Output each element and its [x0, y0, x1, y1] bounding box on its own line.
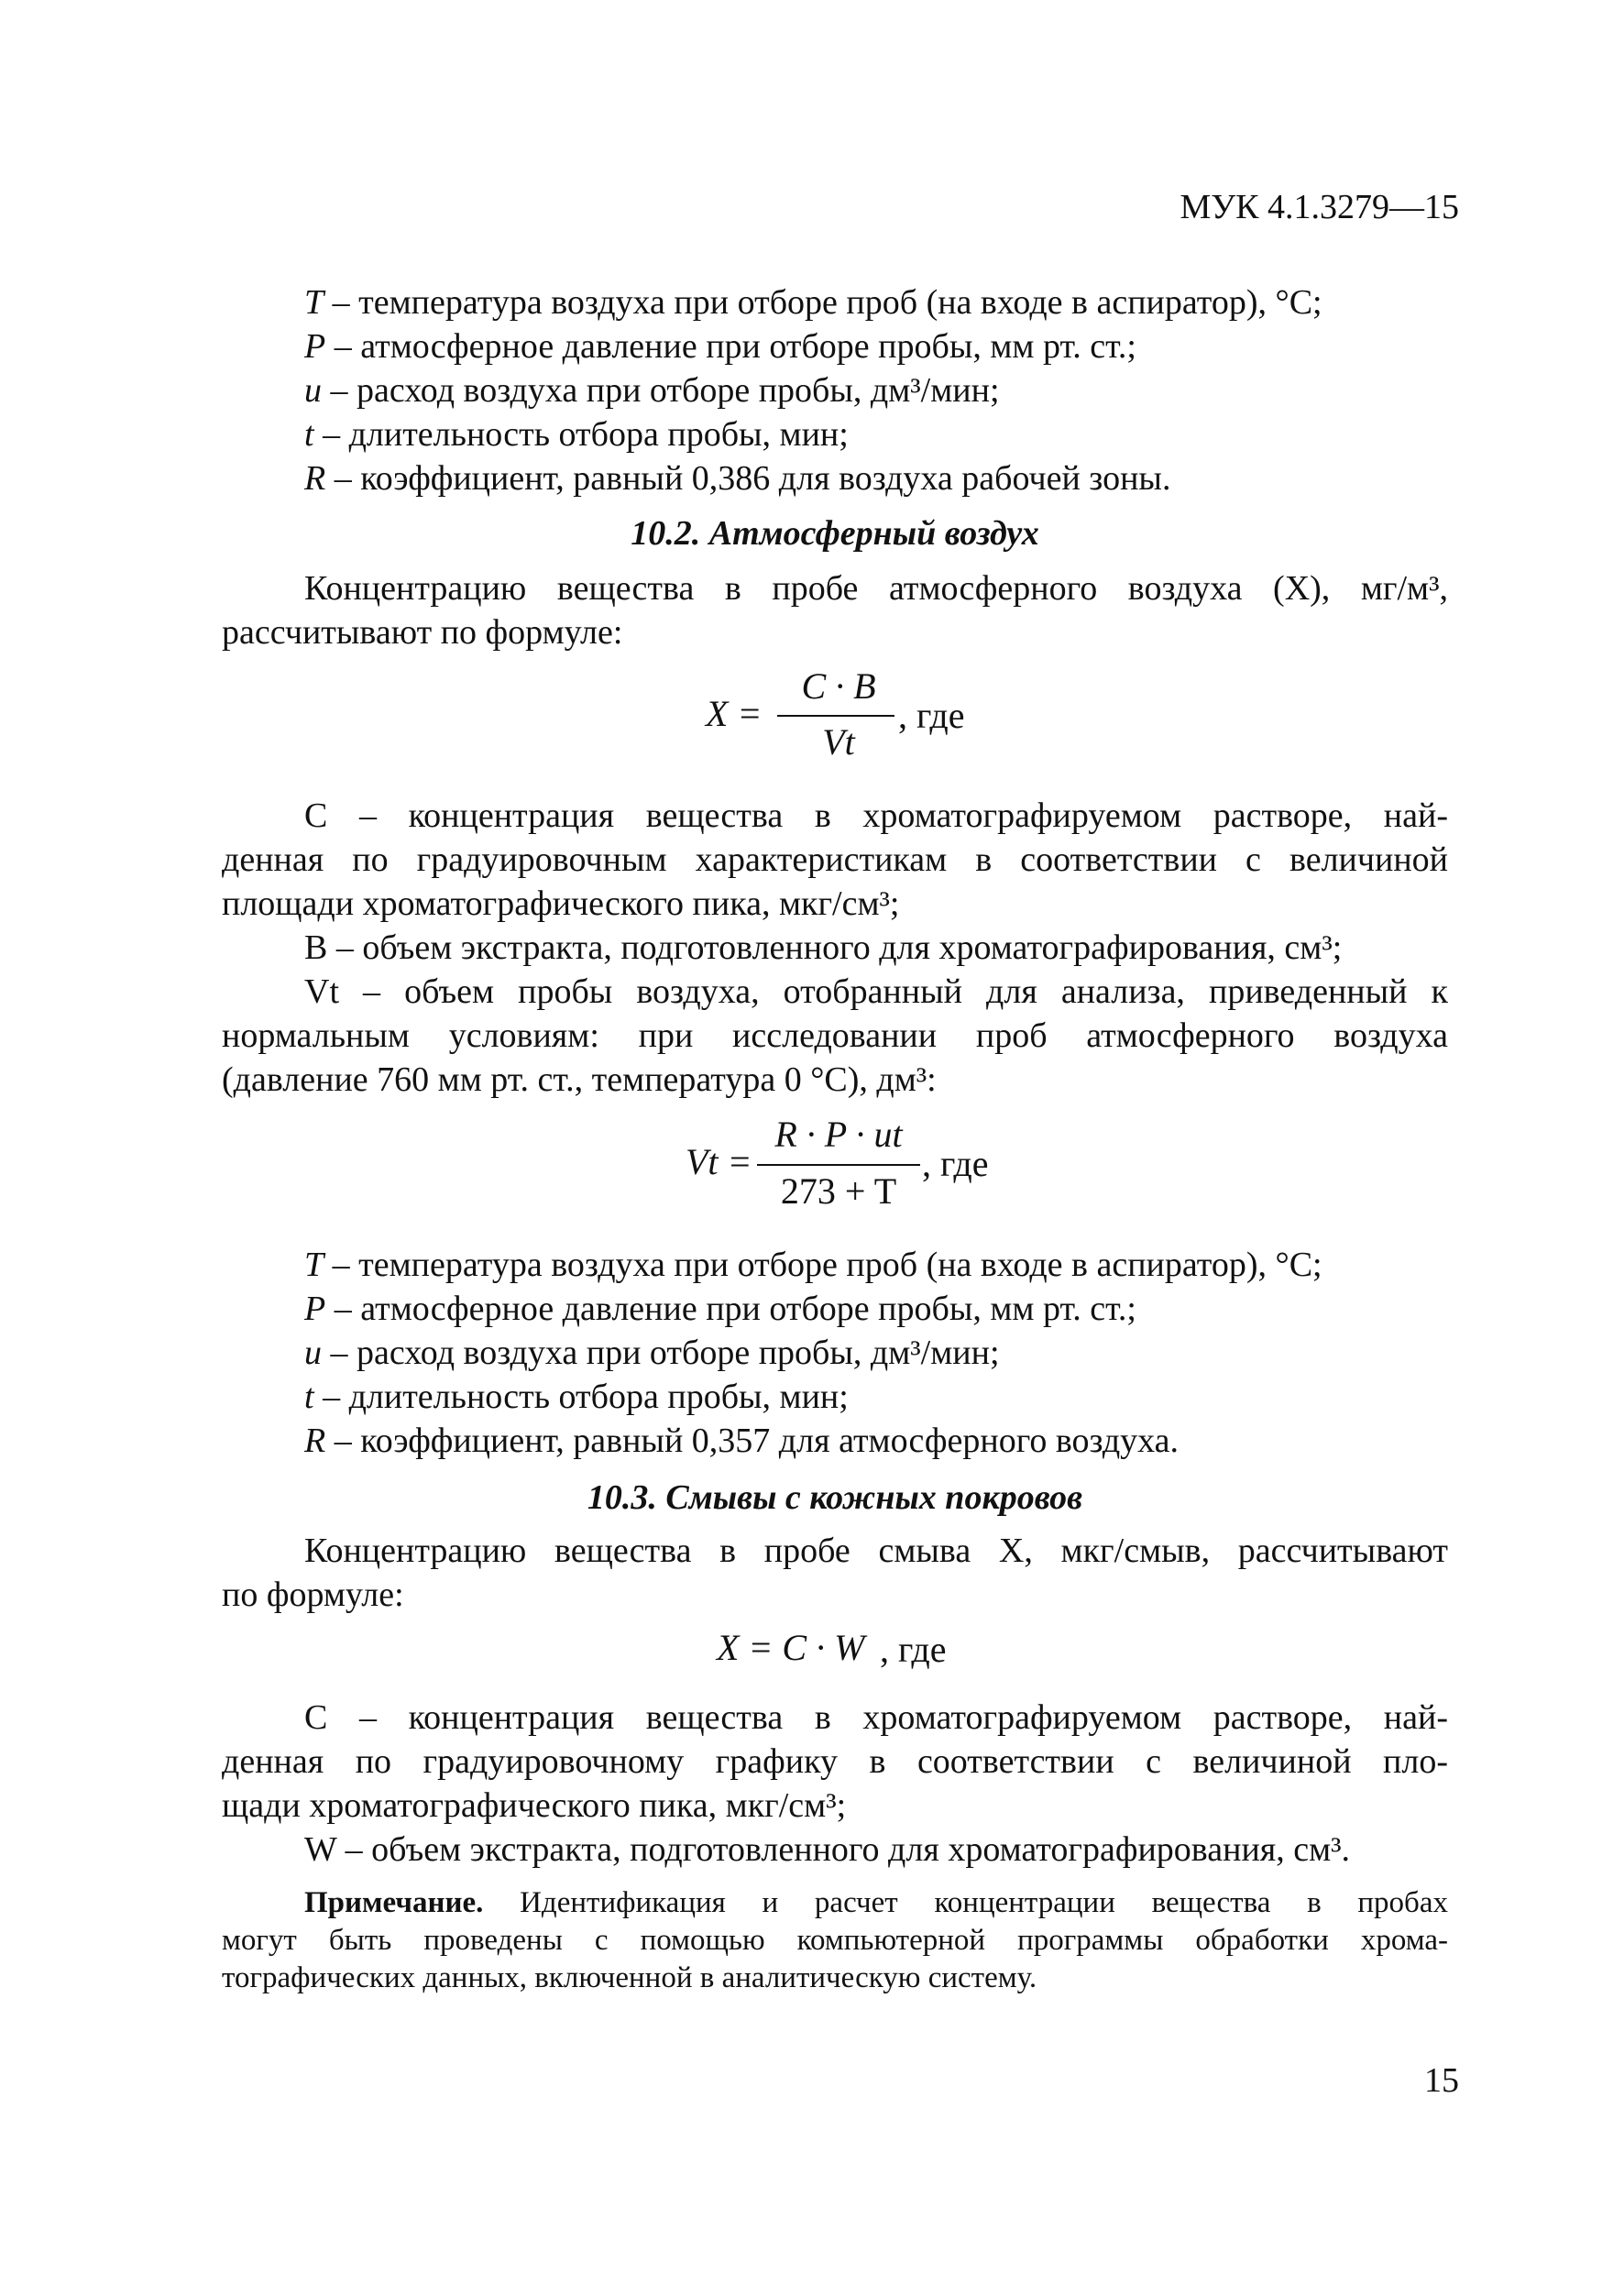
paragraph-line: Концентрацию вещества в пробе атмосферного воздуха (X), мг/м³,: [304, 569, 1448, 608]
document-code: МУК 4.1.3279—15: [1180, 188, 1459, 226]
formula-suffix: , где: [880, 1629, 947, 1670]
paragraph-line: денная по градуировочному графику в соответствии с величиной пло-: [222, 1742, 1448, 1781]
paragraph-line: C – концентрация вещества в хроматографируемом растворе, най-: [304, 1698, 1448, 1737]
formula-expression: X = C · W: [717, 1627, 865, 1668]
variable-definition: R – коэффициент, равный 0,386 для воздуха рабочей зоны.: [304, 459, 1171, 498]
section-title-10-2: 10.2. Атмосферный воздух: [631, 514, 1039, 553]
variable-list-working-zone: [222, 280, 1448, 500]
paragraph-line: Vt – объем пробы воздуха, отобранный для анализа, приведенный к: [304, 972, 1448, 1011]
formula-denominator: Vt: [822, 721, 855, 763]
formula-lhs: X =: [706, 693, 763, 734]
note-line: могут быть проведены с помощью компьютерной программы обработки хрома-: [222, 1924, 1448, 1957]
section-10-2-intro: [222, 566, 1448, 654]
note-line: Примечание. Идентификация и расчет концентрации вещества в пробах: [304, 1886, 1448, 1919]
paragraph-line: B – объем экстракта, подготовленного для хроматографирования, см³;: [304, 928, 1343, 967]
paragraph-line: нормальным условиям: при исследовании проб атмосферного воздуха: [222, 1016, 1448, 1055]
variable-definition: u – расход воздуха при отборе пробы, дм³/мин;: [304, 1334, 1000, 1372]
paragraph-line: площади хроматографического пика, мкг/см³;: [222, 884, 900, 923]
variable-definition: t – длительность отбора пробы, мин;: [304, 415, 849, 454]
variable-list-atmospheric: [222, 1243, 1448, 1463]
formula-numerator: C · B: [801, 665, 876, 707]
note-label: Примечание.: [304, 1886, 484, 1919]
fraction-bar: [757, 1164, 920, 1166]
note-block: [222, 1884, 1448, 1997]
definition-b: [222, 926, 1448, 970]
page-number: 15: [1424, 2061, 1459, 2100]
formula-numerator: R · P · ut: [774, 1114, 903, 1155]
formula-lhs: Vt =: [686, 1141, 752, 1182]
fraction-bar: [777, 715, 894, 717]
note-line: тографических данных, включенной в аналитическую систему.: [222, 1961, 1037, 1994]
variable-definition: u – расход воздуха при отборе пробы, дм³/мин;: [304, 371, 1000, 410]
paragraph-line: (давление 760 мм рт. ст., температура 0 °С), дм³:: [222, 1060, 937, 1099]
definition-vt: [222, 970, 1448, 1102]
paragraph-line: денная по градуировочным характеристикам в соответствии с величиной: [222, 840, 1448, 879]
paragraph-line: W – объем экстракта, подготовленного для хроматографирования, см³.: [304, 1830, 1351, 1869]
section-title-10-3: 10.3. Смывы с кожных покровов: [587, 1478, 1083, 1517]
definition-w: [222, 1828, 1448, 1872]
formula-denominator: 273 + T: [780, 1170, 897, 1212]
variable-definition: T – температура воздуха при отборе проб (на входе в аспиратор), °С;: [304, 1246, 1322, 1284]
paragraph-line: C – концентрация вещества в хроматографируемом растворе, най-: [304, 796, 1448, 835]
definition-c-atmospheric: [222, 794, 1448, 926]
variable-definition: P – атмосферное давление при отборе пробы, мм рт. ст.;: [304, 327, 1136, 366]
formula-suffix: , где: [898, 695, 965, 736]
formula-suffix: , где: [922, 1143, 989, 1184]
variable-definition: T – температура воздуха при отборе проб (на входе в аспиратор), °С;: [304, 283, 1322, 322]
paragraph-line: рассчитывают по формуле:: [222, 613, 623, 652]
paragraph-line: Концентрацию вещества в пробе смыва X, мкг/смыв, рассчитывают: [304, 1532, 1448, 1570]
variable-definition: P – атмосферное давление при отборе пробы, мм рт. ст.;: [304, 1290, 1136, 1328]
paragraph-line: щади хроматографического пика, мкг/см³;: [222, 1786, 847, 1825]
variable-definition: t – длительность отбора пробы, мин;: [304, 1378, 849, 1416]
definition-c-swab: [222, 1696, 1448, 1828]
section-10-3-intro: [222, 1529, 1448, 1617]
variable-definition: R – коэффициент, равный 0,357 для атмосферного воздуха.: [304, 1422, 1180, 1460]
paragraph-line: по формуле:: [222, 1576, 404, 1614]
